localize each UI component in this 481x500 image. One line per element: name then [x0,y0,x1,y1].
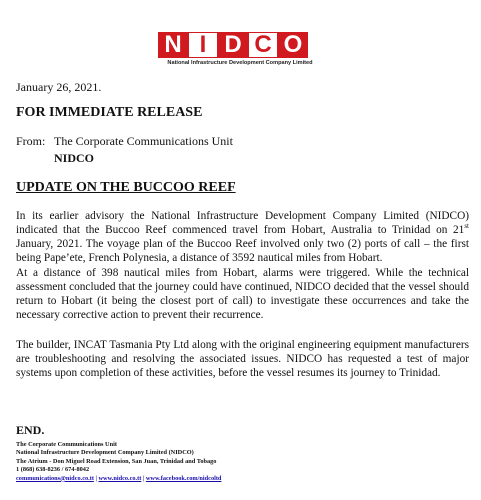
paragraph-1-part-a: In its earlier advisory the National Infrastructure Development Company Limited (NIDCO) indicated that the Buccoo Reef commenced travel from Hobart, Australia to Trinidad on 21 [16,210,469,236]
logo-subtitle: National Infrastructure Development Company Limited [167,60,313,66]
from-line [16,134,233,149]
paragraph-1 [16,209,469,265]
logo-letter-c: C [248,32,278,58]
logo-letter-n: N [158,32,188,58]
footer-links [16,475,221,483]
footer-website-link[interactable]: www.nidco.co.tt [98,474,142,482]
paragraph-2: At a distance of 398 nautical miles from Hobart, alarms were triggered. While the technical assessment concluded that the journey could have continued, NIDCO decided that the vessel should return to Hobart (it being the closest port of call) to investigate these occurrences and take the necessary corrective action to prevent their recurrence. [16,267,469,321]
footer-contact [16,441,221,483]
footer-line-2: National Infrastructure Development Company Limited (NIDCO) [16,449,194,457]
nidco-logo [158,32,308,58]
from-org: NIDCO [54,151,95,165]
footer-facebook-link[interactable]: www.facebook.com/nidcoltd [145,474,222,482]
ordinal-suffix: st [464,222,469,231]
paragraph-3: The builder, INCAT Tasmania Pty Ltd along with the original engineering equipment manufacturers are troubleshooting and resolving the associated issues. NIDCO has requested a test of major systems upon completion of these activities, before the vessel resumes its journey to Trinidad. [16,339,469,379]
from-unit: The Corporate Communications Unit [54,134,233,148]
logo-letter-o: O [278,32,308,58]
footer-line-1: The Corporate Communications Unit [16,441,117,448]
footer-separator: | [141,474,146,482]
footer-separator: | [93,474,99,482]
footer-email-link[interactable]: communications@nidco.co.tt [16,474,94,482]
logo-letter-i: I [188,32,218,58]
paragraph-1-part-b: January, 2021. The voyage plan of the Buccoo Reef involved only two (2) ports of call – the first being Pape’ete, French Polynesia, a distance of 3592 nautical miles from Hobart. [16,238,469,264]
end-marker: END. [16,423,45,437]
from-label: From: [16,134,46,148]
release-date: January 26, 2021. [16,80,102,94]
footer-line-4: 1 (868) 638-8236 / 674-8042 [16,466,90,474]
release-title: FOR IMMEDIATE RELEASE [16,105,203,120]
footer-line-3: The Atrium - Don Miguel Road Extension, San Juan, Trinidad and Tobago [16,457,217,465]
document-heading: UPDATE ON THE BUCCOO REEF [16,180,236,195]
logo-letter-d: D [218,32,248,58]
